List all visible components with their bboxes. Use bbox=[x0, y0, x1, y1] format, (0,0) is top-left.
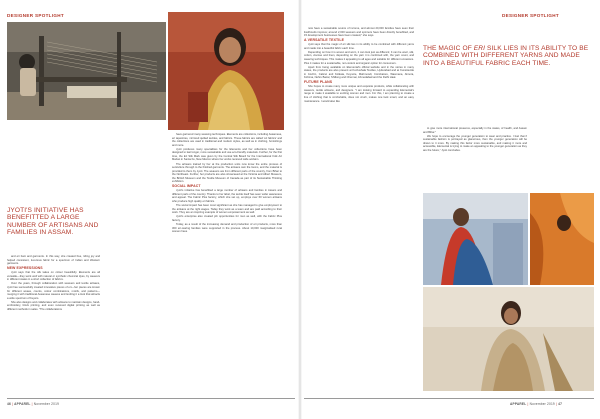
page-number-left: 46 bbox=[7, 402, 11, 406]
paragraph: We hope to encourage the younger generation to wear and practice. I feel that if sustainable fashion is portrayed as glamorous, then the younger generation will be drawn to it more. By making this factor more sustainable, and making it more and accessible, Elemental is trying to make an appealing to the younger generation as they are the future," Jyoti concludes. bbox=[423, 134, 527, 152]
paragraph: Today, as a result of the increasing demand and production of eri products, more than 300 eri-rearing families were supported in the process. About 10,000 marginalised rural women have bbox=[172, 223, 282, 234]
paragraph: Jyoti produces many specialities for the Elements and her collections have been designed to last longer, more sustainable and use eco-friendly materials. Further, for the first time, the Eri Silk Mark was given by the Central Silk Board for the International Folk Art Market in Santa Fe, New Mexico where her works received wide acclaim. bbox=[172, 147, 282, 162]
right-column-1 bbox=[304, 27, 414, 104]
designer-portrait-photo bbox=[168, 12, 284, 130]
issue-date-left: November 2019 bbox=[33, 402, 60, 406]
footer-right: APPAREL | November 2019 | 47 bbox=[510, 402, 563, 406]
paragraph: Jyoti says that the silk takes on colour beautifully. Elements are all versatile—they work well with natural or synthetic chemical dyes, by weavers in different states in a short collection of fabrics. bbox=[7, 271, 100, 282]
section-label-right: DESIGNER SPOTLIGHT bbox=[502, 13, 559, 18]
page-fold bbox=[298, 0, 302, 419]
paragraph: She also designs and collaborates with artisans to maintain designs, hand-embroidery, block printing, and even received digital printing as well as different methods in sales. "The collaborations bbox=[7, 300, 100, 311]
pull-quote-right-start: THE MAGIC OF bbox=[423, 45, 474, 52]
paragraph: have garnered many weaving techniques. Elements are collections, including Assamese, eri tapestries, mirrored quilted textiles, and fabrics. These fabrics are called 'eri fabrics' and the collections are used in traditional and modern styles, as well as in clothing, furnishings and more. bbox=[172, 133, 282, 147]
paragraph: Jyoti's enterprise also created job opportunities for men as well, with the Fabric Plus factory. bbox=[172, 215, 282, 222]
pull-quote-right-italic: ERI bbox=[473, 45, 486, 52]
pull-quote-right-end: SILK LIES IN ITS ABILITY TO BE COMBINED WITH DIFFERENT YARNS AND MADE INTO A BEAUTIFUL FABRIC EACH TIME. bbox=[423, 45, 589, 67]
issue-date-right: November 2019 bbox=[529, 402, 555, 406]
blue-outfit-graphic bbox=[423, 193, 528, 285]
paragraph: The artisans trained by her at the production units now know the entire process of sericulture through to the finished garments. The artisans own the looms, and the material is provided to them by Jyoti. The weavers are from different parts of the country, from Bihar to the Northeast. Further, her products are also showcased at the Victoria and Albert Museum, the British Museum and the Textile Museum of Canada as part of its Sustainable Thinking exhibition. bbox=[172, 162, 282, 184]
heading-a-versatile-textile: A VERSATILE TEXTILE bbox=[304, 38, 345, 43]
portrait-graphic bbox=[168, 12, 284, 130]
right-column-2 bbox=[423, 127, 527, 153]
paragraph: Over the years, through collaboration with weavers and textile artisans, Jyoti has successfully created innovative pieces of eri—her pieces are known for different weave, counts, colour combinations, motifs, and patterns—merging it with traditional Assamese weaves and lending it a look that attracts a wide spectrum of buyers. bbox=[7, 282, 100, 300]
orange-fabric-photo bbox=[530, 193, 594, 285]
magazine-name-left: APPAREL bbox=[14, 402, 31, 406]
heading-new-expressions: NEW EXPRESSIONS bbox=[7, 266, 43, 271]
paragraph: The social impact has been most significant as she has managed to give employment to the artisans at the right wages. Today they work as a team and are paid according to their work. They are an inspiring example of women empowerment as well. bbox=[172, 204, 282, 215]
heading-future-plans: FUTURE PLANS bbox=[304, 80, 333, 85]
paragraph: to give more international presence, especially in the states, of health, and Assam and Bihar." bbox=[423, 127, 527, 134]
left-column-1 bbox=[7, 255, 100, 312]
section-label-left: DESIGNER SPOTLIGHT bbox=[7, 13, 64, 18]
paragraph: Jyoti's initiative has benefitted a large number of artisans and families in Assam and different parts of the country. Thanks to her label, the textile itself has seen wider awareness and appeal. The Fabric Plus factory, which she set up, employs over 60 women artisans who produce high quality eri fabrics. bbox=[172, 189, 282, 204]
footer-rule-left bbox=[7, 398, 295, 399]
heading-social-impact: SOCIAL IMPACT bbox=[172, 184, 201, 189]
pull-quote-right bbox=[423, 45, 593, 67]
footer-rule-right bbox=[304, 398, 594, 399]
paragraph: Apart from being available on Elemental's official website and in the stores in many states, the products are also present at Kunfushala Textiles, Hyderabad and at Kunsttextile in Cochin, Calicut and Kolkata, Keynote, Mahmoodi, Coimbatore, Wasmana, Almora, Kohima, Nehru Bazar, Shillong and Chennai, Ahmedabad and the Delhi Haat. bbox=[304, 65, 414, 80]
orange-fabric-graphic bbox=[530, 193, 594, 285]
model-blue-outfit-photo bbox=[423, 193, 528, 285]
page-number-right: 47 bbox=[558, 402, 563, 406]
paragraph: She hopes to create many more unique and exquisite products, while collaborating with weavers, textile artisans, and designers. "I am looking forward to expanding Elemental's range to make it available to exciting women and men. For this, I am planning to create a line of clothing that is comfortable, does not crush, makes one look smart, and an easy maintenance. I would also like bbox=[304, 85, 414, 103]
pull-quote-left: JYOTI'S INITIATIVE HAS BENEFITTED A LARGE NUMBER OF ARTISANS AND FAMILIES IN ASSAM. bbox=[7, 207, 99, 237]
weaver-photo-graphic bbox=[7, 22, 166, 120]
model-beige-sari-photo bbox=[423, 287, 594, 391]
paragraph: Jyoti says that the magic of eri silk lies in its ability to be combined with different yarns and made into a beautiful fabric each time. bbox=[304, 43, 414, 50]
paragraph: Depending on how it is woven and worn, it can look just as different; It can be wool, silk, cotton, viscose and linen, depending on the yarn it is combined with, the yarn count, and weaving techniques. This makes it appealing to all ages and suitable for different occasions. Plus it makes for a sustainable, non-violent and organic option for consumers. bbox=[304, 50, 414, 65]
left-column-2 bbox=[172, 133, 282, 234]
magazine-name-right: APPAREL bbox=[510, 402, 527, 406]
weaver-at-loom-photo bbox=[7, 22, 166, 120]
footer-left: 46 | APPAREL | November 2019 bbox=[7, 402, 60, 406]
beige-sari-graphic bbox=[423, 287, 594, 391]
paragraph: and eri bani and garments. In this way, she created free, riding joy and helped consistent, luxurious fabric for a spectrum of Indian and Western garments. bbox=[7, 255, 100, 266]
paragraph: now have a sustainable source of income, and almost 20,000 families have seen their livelihoods improve; around 2,000 weavers and spinners have been directly benefitted, and 15 development businesses have been created," she says. bbox=[304, 27, 414, 38]
